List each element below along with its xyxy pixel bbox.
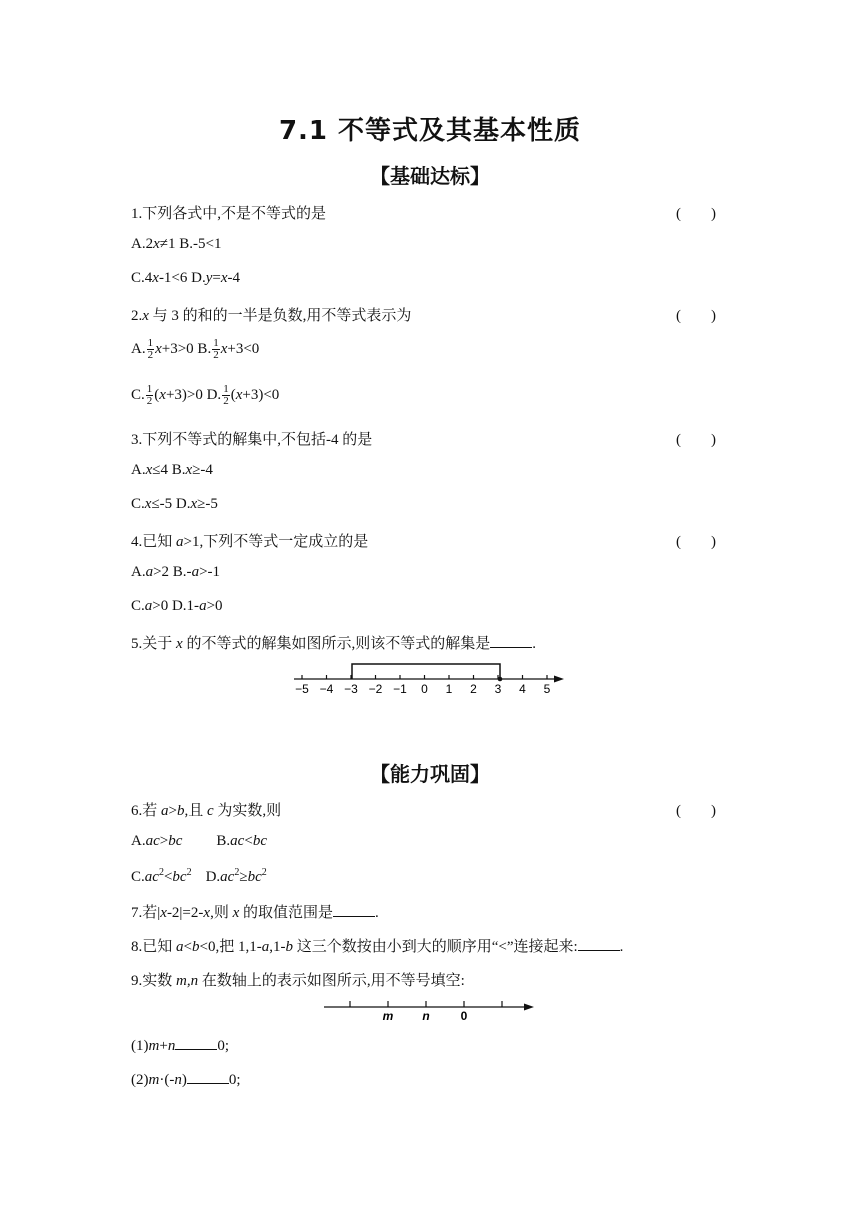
question-6-options-ab: A.ac>bc B.ac<bc bbox=[131, 833, 267, 849]
answer-bracket-q2: ( ) bbox=[676, 308, 716, 324]
question-8-stem: 8.已知 a<b<0,把 1,1-a,1-b 这三个数按由小到大的顺序用“<”连接起来: . bbox=[131, 939, 624, 955]
answer-blank bbox=[490, 635, 532, 648]
number-line-q5 bbox=[290, 656, 570, 698]
tick-label: −5 bbox=[295, 682, 309, 696]
question-1-options-ab: A.2x≠1 B.-5<1 bbox=[131, 236, 222, 252]
tick-label: 5 bbox=[543, 682, 551, 696]
answer-blank bbox=[333, 904, 375, 917]
question-7-stem: 7.若|x-2|=2-x,则 x 的取值范围是 . bbox=[131, 905, 379, 921]
label-zero: 0 bbox=[460, 1009, 468, 1023]
tick-label: 2 bbox=[470, 682, 477, 696]
question-4-options-ab: A.a>2 B.-a>-1 bbox=[131, 564, 221, 580]
arrow-right-icon bbox=[524, 1004, 534, 1011]
question-6-stem: 6.若 a>b,且 c 为实数,则 bbox=[131, 803, 282, 819]
question-3-stem: 3.下列不等式的解集中,不包括-4 的是 bbox=[131, 432, 373, 448]
question-9-stem: 9.实数 m,n 在数轴上的表示如图所示,用不等号填空: bbox=[131, 973, 465, 989]
question-9-part-2: (2)m·(-n) 0; bbox=[131, 1072, 241, 1088]
answer-bracket-q6: ( ) bbox=[676, 803, 716, 819]
tick-label: 4 bbox=[519, 682, 526, 696]
solution-bracket bbox=[352, 664, 500, 679]
page-title: 7.1 不等式及其基本性质 bbox=[278, 116, 582, 146]
closed-point bbox=[498, 677, 503, 682]
tick-label: −4 bbox=[319, 682, 334, 696]
tick-label: −1 bbox=[393, 682, 407, 696]
tick-label: −3 bbox=[344, 682, 358, 696]
question-2-stem: 2.x 与 3 的和的一半是负数,用不等式表示为 bbox=[131, 308, 412, 324]
tick-label: 0 bbox=[421, 682, 428, 696]
answer-blank bbox=[175, 1037, 217, 1050]
answer-bracket-q1: ( ) bbox=[676, 206, 716, 222]
question-4-options-cd: C.a>0 D.1-a>0 bbox=[131, 598, 223, 614]
tick-label: 1 bbox=[445, 682, 453, 696]
tick-label: −2 bbox=[368, 682, 383, 696]
fraction-half: $\frac{1}{2}$ bbox=[223, 383, 229, 407]
question-5-stem: 5.关于 x 的不等式的解集如图所示,则该不等式的解集是 . bbox=[131, 636, 536, 652]
answer-blank bbox=[578, 938, 620, 951]
fraction-half: $\frac{1}{2}$ bbox=[147, 337, 154, 361]
answer-bracket-q3: ( ) bbox=[676, 432, 716, 448]
arrow-right-icon bbox=[554, 676, 564, 683]
question-4-stem: 4.已知 a>1,下列不等式一定成立的是 bbox=[131, 534, 369, 550]
answer-blank bbox=[187, 1071, 229, 1084]
fraction-half: $\frac{1}{2}$ bbox=[146, 383, 153, 407]
label-n: n bbox=[422, 1009, 430, 1023]
answer-bracket-q4: ( ) bbox=[676, 534, 716, 550]
label-m: m bbox=[382, 1009, 394, 1023]
question-1-options-cd: C.4x-1<6 D.y=x-4 bbox=[131, 270, 241, 286]
question-2-options-ab: A. $\frac{1}{2}$ x+3>0 B. $\frac{1}{2}$ x+3<0 bbox=[131, 337, 260, 361]
number-line-q9 bbox=[320, 996, 540, 1024]
question-3-options-cd: C.x≤-5 D.x≥-5 bbox=[131, 496, 218, 512]
fraction-half: $\frac{1}{2}$ bbox=[213, 337, 219, 361]
question-9-part-1: (1)m+n 0; bbox=[131, 1038, 229, 1054]
question-1-stem: 1.下列各式中,不是不等式的是 bbox=[131, 206, 327, 222]
section-heading-basic: 【基础达标】 bbox=[370, 164, 490, 188]
question-3-options-ab: A.x≤4 B.x≥-4 bbox=[131, 462, 213, 478]
tick-label: 3 bbox=[494, 682, 502, 696]
question-2-options-cd: C. $\frac{1}{2}$ (x+3)>0 D. $\frac{1}{2}$ (x+3)<0 bbox=[131, 383, 280, 407]
section-heading-ability: 【能力巩固】 bbox=[370, 762, 490, 786]
question-6-options-cd: $C.ac^2<bc^2$ $D.ac^2\ge bc^2$ bbox=[131, 867, 267, 885]
